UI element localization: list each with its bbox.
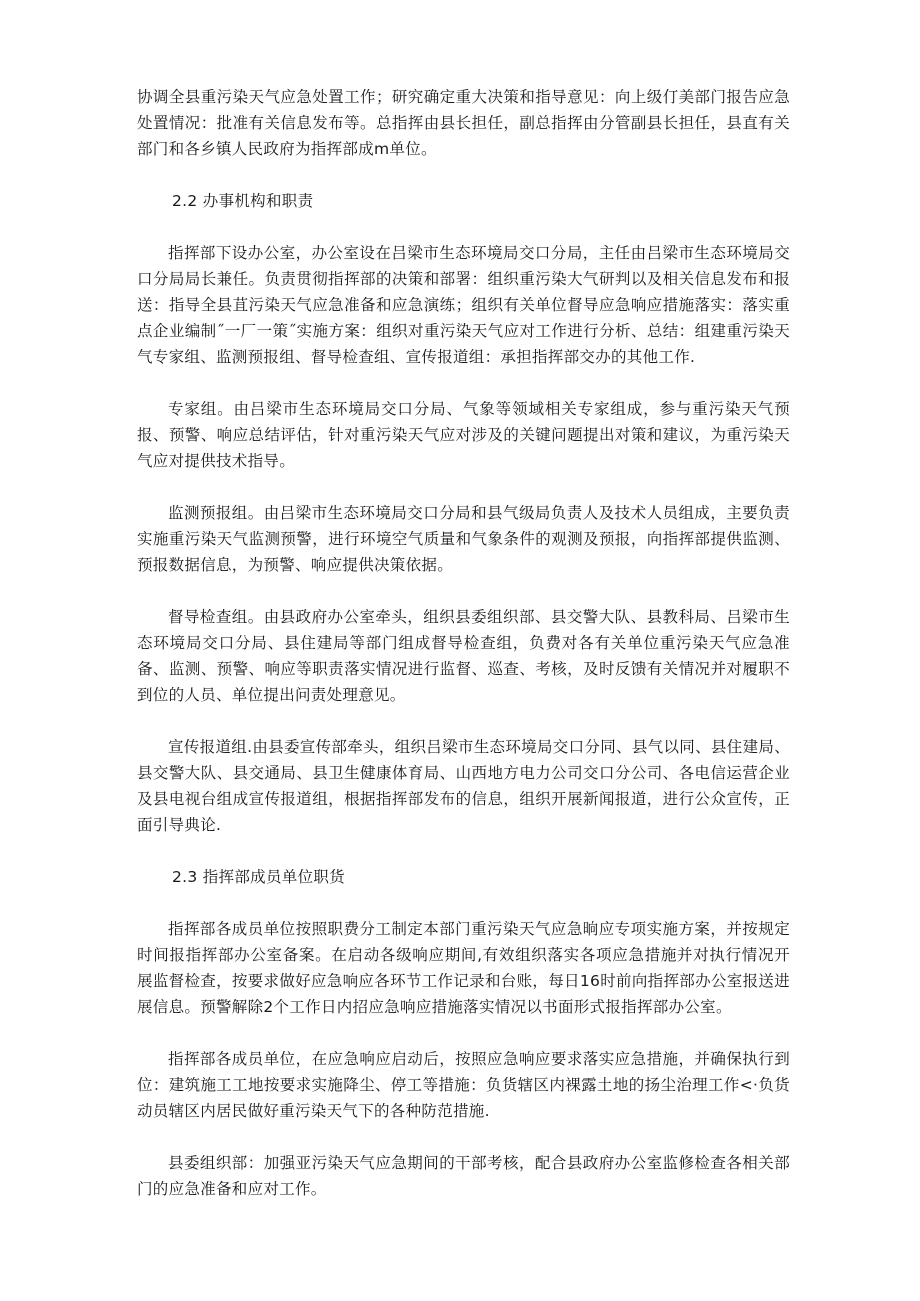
paragraph-inspection-group: 督导检查组。由县政府办公室牵头，组织县委组织部、县交警大队、县教科局、吕梁市生态环境局交口分局、县住建局等部门组成督导检查组，负费对各有关单位重污染天气应急准备、监测、预警、响应等职责落实情况进行监督、巡查、考核，及时反馈有关情况并对履职不到位的人员、单位提出问责处理意见。: [137, 608, 790, 704]
paragraph-member-units: 指挥部各成员单位按照职费分工制定本部门重污染天气应急晌应专项实施方案，并按规定时间报指挥部办公室备案。在启动各级响应期间,有效组织落实各项应急措施并对执行情况开展监督检查，按要求做好应急响应各环节工作记录和台账，每日16时前向指挥部办公室报送进展信息。预警解除2个工作日内招应急响应措施落实情况以书面形式报指挥部办公室。: [137, 920, 790, 1016]
paragraph-monitoring-group: 监测预报组。由吕梁市生态环境局交口分局和县气级局负责人及技术人员组成，主要负责实施重污染天气监测预警，进行环境空气质量和气象条件的观测及预报，向指挥部提供监测、预报数据信息，为预警、响应提供决策依据。: [137, 504, 790, 574]
section-heading-2-2: 2.2 办事机构和职责: [172, 192, 314, 210]
paragraph-publicity-group: 宣传报道组.由县委宣传部牵头，组织吕梁市生态环境局交口分同、县气以同、县住建局、县交警大队、县交通局、县卫生健康体育局、山西地方电力公司交口分公司、各电信运营企业及县电视台组成宣传报道组，根据指挥部发布的信息，组织开展新闻报道，进行公众宣传，正面引导典论.: [137, 738, 790, 834]
paragraph-member-measures: 指挥部各成员单位，在应急响应启动后，按照应急响应要求落实应急措施，并确保执行到位：建筑施工工地按要求实施降尘、停工等措施：负货辖区内裸露土地的扬尘治理工作<·负货动员辖区内居民做好重污染天气下的各种防范措施.: [137, 1050, 790, 1120]
section-heading-2-3: 2.3 指挥部成员单位职货: [172, 868, 345, 886]
paragraph-command-duties: 协调全县重污染天气应急处置工作；研究确定重大决策和指导意见：向上级仃美部门报告应急处置情况：批准有关信息发布等。总指挥由县长担任，副总指挥由分管副县长担任，县直有关部门和各乡镇人民政府为指挥部成m单位。: [137, 88, 790, 158]
paragraph-expert-group: 专家组。由吕梁市生态环境局交口分局、气象等领域相关专家组成，参与重污染天气预报、预警、响应总结评估，针对重污染天气应对涉及的关键问题提出对策和建议，为重污染天气应对提供技术指导。: [137, 400, 790, 470]
paragraph-organization-dept: 县委组织部：加强亚污染天气应急期间的干部考核，配合县政府办公室监修检查各相关部门的应急准备和应对工作。: [137, 1154, 790, 1198]
document-body: [137, 84, 790, 1202]
paragraph-office: 指挥部下设办公室，办公室设在吕梁市生态环境局交口分局，主任由吕梁市生态环境局交口分局局长兼任。负责贯彻指挥部的决策和部署：组织重污染大气研判以及相关信息发布和报送：指导全县苴污染天气应急准备和应急演练；组织有关单位督导应急响应措施落实：落实重点企业编制˝一厂一策˝实施方案：组织对重污染天气应对工作进行分析、总结：组建重污染天气专家组、监测预报组、督导检查组、宣传报道组：承担指挥部交办的其他工作.: [137, 244, 790, 366]
